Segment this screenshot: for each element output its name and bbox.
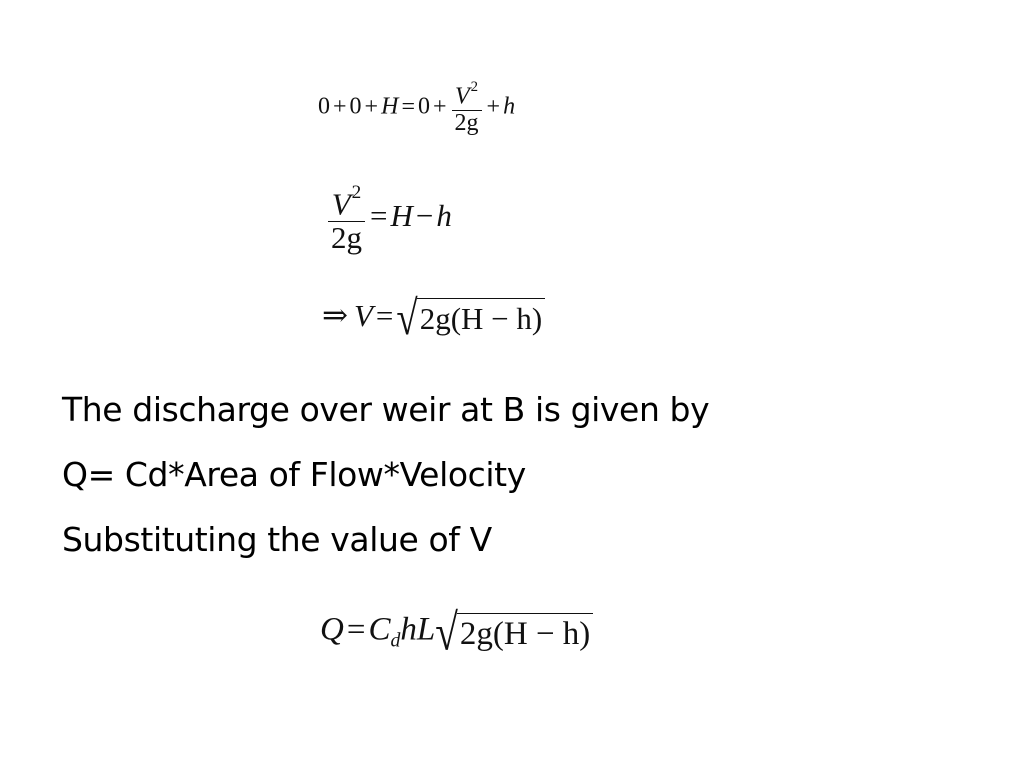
eq1-term: 0 (417, 93, 430, 120)
eq2-term: H (390, 197, 413, 233)
implies-arrow-icon: ⇒ (322, 297, 348, 333)
eq1-op: + (364, 93, 379, 120)
fraction-numerator (452, 80, 482, 111)
eq1-op: = (401, 93, 415, 120)
radicand: 2g(H − h) (457, 613, 593, 653)
eq2-numerator-var: V (331, 186, 351, 222)
eq1-op: + (486, 93, 501, 120)
eq1-term: 0 (318, 93, 330, 120)
eq1-op: + (333, 93, 347, 120)
eq2-exponent: 2 (351, 182, 362, 203)
radical-sign-icon: √ (396, 291, 418, 346)
fraction-numerator (328, 183, 365, 222)
eq1-term: 0 (349, 93, 362, 120)
text-line-discharge: The discharge over weir at B is given by (62, 390, 710, 429)
text-line-formula: Q= Cd*Area of Flow*Velocity (62, 455, 526, 494)
radicand: 2g(H − h) (417, 298, 546, 337)
eq4-coefficient: C (368, 611, 391, 648)
radical-sign-icon: √ (435, 603, 458, 661)
eq1-term: H (381, 93, 399, 120)
eq2-op: − (415, 197, 434, 233)
fraction-denominator: 2g (454, 109, 479, 136)
text-line-substitution: Substituting the value of V (62, 520, 492, 559)
eq2-op: = (370, 197, 388, 233)
eq4-lhs: Q (320, 611, 344, 648)
eq1-term: h (503, 93, 516, 120)
equation-velocity (322, 291, 545, 346)
fraction-denominator: 2g (331, 219, 362, 255)
eq3-op: = (375, 297, 394, 333)
equation-velocity-head (326, 183, 452, 254)
eq1-numerator-var: V (454, 83, 470, 110)
square-root (396, 291, 545, 346)
eq1-fraction (452, 80, 482, 136)
eq4-op: = (346, 611, 366, 648)
eq1-op: + (432, 93, 447, 120)
eq2-term: h (436, 197, 452, 233)
eq1-exponent: 2 (470, 79, 479, 95)
equation-bernoulli (318, 80, 515, 136)
equation-discharge (320, 603, 593, 661)
square-root (435, 603, 593, 661)
eq3-lhs: V (353, 297, 373, 333)
eq4-hl: hL (400, 611, 436, 648)
eq4-coefficient-subscript: d (390, 629, 401, 652)
eq2-fraction (328, 183, 365, 254)
